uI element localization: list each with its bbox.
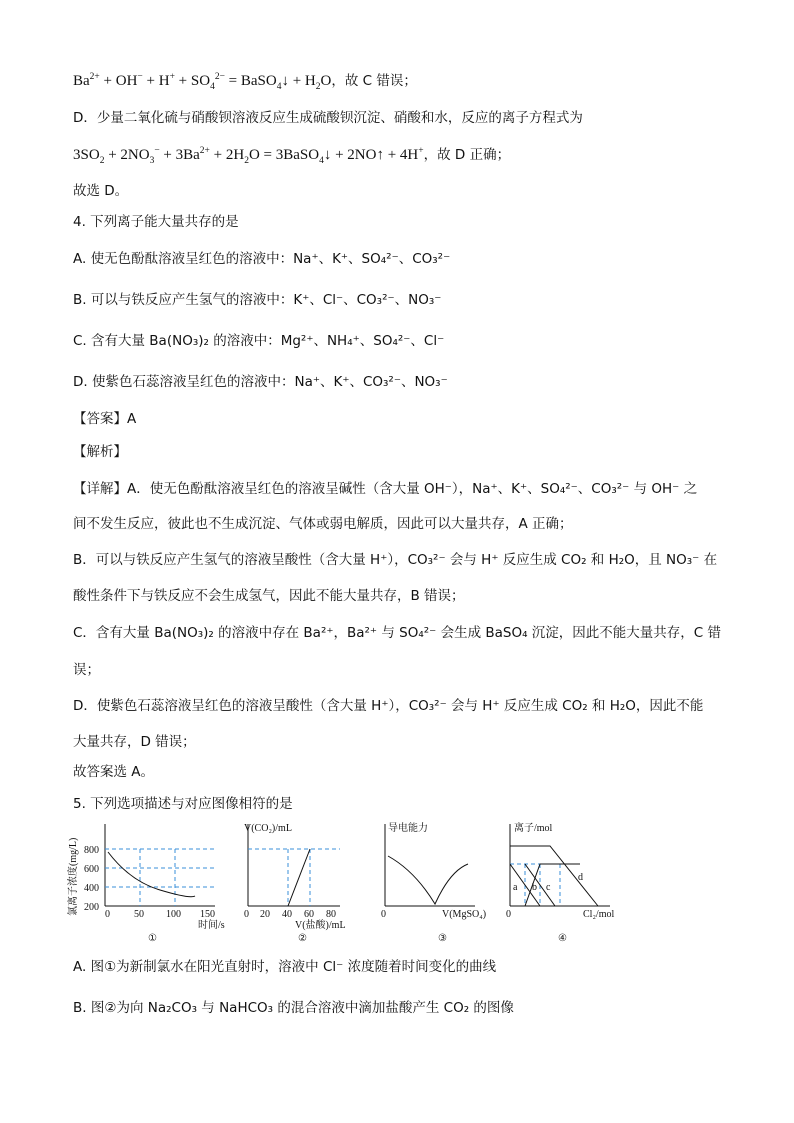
fig2-caption: ② [298,933,307,944]
fig2-xtick: 60 [304,909,314,920]
figure-4 [510,824,610,906]
option-5b: B. 图②为向 Na₂CO₃ 与 NaHCO₃ 的混合溶液中滴加盐酸产生 CO₂ 的图像 [73,1000,514,1016]
fig1-ytick: 200 [84,902,99,913]
fig1-caption: ① [148,933,157,944]
fig4-caption: ④ [558,933,567,944]
fig4-label-d: d [578,872,583,883]
rising-line [288,849,310,906]
fig1-ytick: 800 [84,845,99,856]
fig4-label-c: c [546,882,551,893]
figures-row [70,816,730,946]
explanation-line: B．可以与铁反应产生氢气的溶液呈酸性（含大量 H⁺），CO₃²⁻ 会与 H⁺ 反应生成 CO₂ 和 H₂O，且 NO₃⁻ 在 [73,552,718,568]
decay-curve [108,852,195,897]
text-line: 故选 D。 [73,183,129,199]
question-4-stem: 4. 下列离子能大量共存的是 [73,214,239,230]
figure-2 [248,824,340,906]
fig4-label-a: a [513,882,518,893]
option-4a: A. 使无色酚酞溶液呈红色的溶液中：Na⁺、K⁺、SO₄²⁻、CO₃²⁻ [73,251,451,267]
option-4d: D. 使紫色石蕊溶液呈红色的溶液中：Na⁺、K⁺、CO₃²⁻、NO₃⁻ [73,374,448,390]
fig3-xlabel: V(MgSO₄) [442,909,487,920]
question-5-stem: 5. 下列选项描述与对应图像相符的是 [73,796,293,812]
fig1-ylabel: 氯离子浓度(mg/L) [68,837,79,916]
explanation-line: 酸性条件下与铁反应不会生成氢气，因此不能大量共存，B 错误； [73,588,465,604]
fig1-xlabel: 时间/s [198,920,225,931]
fig3-xtick: 0 [381,909,386,920]
fig2-xtick: 0 [244,909,249,920]
explanation-line: D．使紫色石蕊溶液呈红色的溶液呈酸性（含大量 H⁺），CO₃²⁻ 会与 H⁺ 反应生成 CO₂ 和 H₂O，因此不能 [73,698,704,714]
conductivity-curve [388,856,468,904]
fig1-xtick: 50 [134,909,144,920]
fig1-ytick: 400 [84,883,99,894]
text-line: D．少量二氧化硫与硝酸钡溶液反应生成硫酸钡沉淀、硝酸和水，反应的离子方程式为 [73,110,583,126]
explanation-line: 【详解】A．使无色酚酞溶液呈红色的溶液呈碱性（含大量 OH⁻），Na⁺、K⁺、SO₄²⁻、CO₃²⁻ 与 OH⁻ 之 [73,481,698,497]
equation-line-d: $3SO_2 + 2NO_3^- + 3Ba^{2+} + 2H_2O$ = 3BaSO$_4$↓ + 2NO↑ + 4H+，故 D 正确； [73,146,511,166]
fig1-xtick: 150 [200,909,215,920]
fig2-xlabel: V(盐酸)/mL [295,920,346,931]
fig1-ytick: 600 [84,864,99,875]
figure-1 [105,824,215,906]
fig3-caption: ③ [438,933,447,944]
fig1-xtick: 0 [105,909,110,920]
fig2-xtick: 80 [326,909,336,920]
option-4b: B. 可以与铁反应产生氢气的溶液中：K⁺、Cl⁻、CO₃²⁻、NO₃⁻ [73,292,442,308]
figure-3 [385,824,475,906]
option-4c: C. 含有大量 Ba(NO₃)₂ 的溶液中：Mg²⁺、NH₄⁺、SO₄²⁻、Cl⁻ [73,333,445,349]
fig2-ylabel: V(CO₂)/mL [244,823,292,834]
conclusion-line: 故答案选 A。 [73,764,155,780]
explanation-line: 大量共存，D 错误； [73,734,196,750]
fig4-xtick: 0 [506,909,511,920]
explanation-line: C．含有大量 Ba(NO₃)₂ 的溶液中存在 Ba²⁺，Ba²⁺ 与 SO₄²⁻ 会生成 BaSO₄ 沉淀，因此不能大量共存，C 错 [73,625,722,641]
fig4-ylabel: 离子/mol [514,823,553,834]
fig3-ylabel: 导电能力 [388,823,428,834]
fig2-xtick: 40 [282,909,292,920]
answer-line: 【答案】A [73,411,137,427]
explanation-line: 误； [73,662,100,678]
fig4-label-b: b [532,882,537,893]
fig1-xtick: 100 [166,909,181,920]
explanation-line: 间不发生反应，彼此也不生成沉淀、气体或弱电解质，因此可以大量共存，A 正确； [73,516,573,532]
option-5a: A. 图①为新制氯水在阳光直射时，溶液中 Cl⁻ 浓度随着时间变化的曲线 [73,959,497,975]
series-d [510,846,598,906]
fig4-xlabel: Cl₂/mol [583,909,615,920]
analysis-header: 【解析】 [73,444,127,460]
equation-line-c: $Ba^{2+} + OH^- + H^+ + SO_4^{2-}$ = BaSO$_4$↓ + $H_2O$，故 C 错误； [73,72,417,92]
fig2-xtick: 20 [260,909,270,920]
